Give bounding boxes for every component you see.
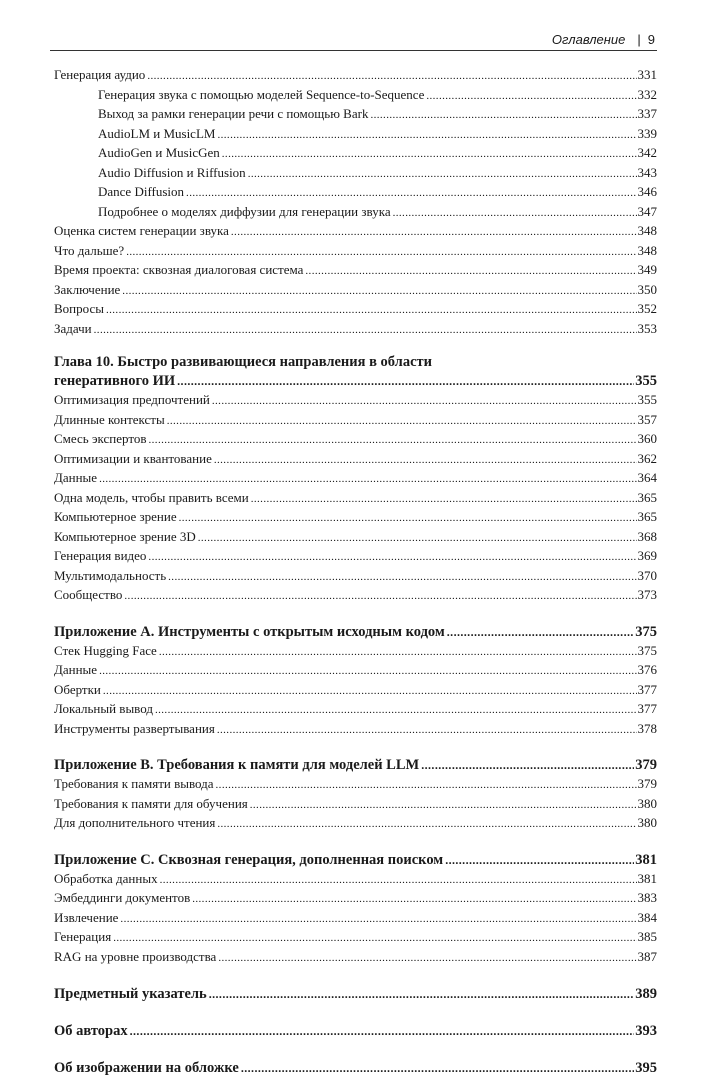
toc-entry-title: Сообщество — [54, 587, 123, 602]
toc-entry[interactable] — [54, 642, 657, 662]
toc-entry-title: Локальный вывод — [54, 701, 153, 716]
cover-entry[interactable] — [54, 1059, 657, 1078]
toc-entry[interactable] — [54, 948, 657, 968]
toc-entry-page: 346 — [637, 184, 657, 199]
toc-entry-title: RAG на уровне производства — [54, 948, 217, 964]
toc-entry-title: Оценка систем генерации звука — [54, 223, 229, 238]
leader-dots — [393, 205, 637, 223]
toc-entry-title: Одна модель, чтобы править всеми — [54, 489, 249, 505]
toc-entry-title: Компьютерное зрение — [54, 509, 177, 524]
toc-entry-page: 387 — [637, 948, 657, 964]
toc-entry-title: Обертки — [54, 681, 101, 697]
toc-entry-title: Мультимодальность — [54, 567, 167, 583]
leader-dots — [370, 107, 636, 125]
index-page: 389 — [635, 986, 657, 1002]
toc-entry-page: 380 — [637, 815, 657, 830]
toc-entry[interactable] — [54, 391, 657, 411]
toc-entry-page: 376 — [637, 662, 657, 677]
leader-dots — [217, 722, 637, 740]
appendix-b-title: Приложение В. Требования к памяти для моделей LLM — [54, 757, 420, 773]
leader-dots — [159, 644, 637, 662]
toc-entry-page: 381 — [637, 870, 657, 886]
toc-entry-page: 370 — [637, 567, 657, 583]
toc-entry-page: 379 — [637, 776, 657, 791]
appendix-a-entry[interactable] — [54, 623, 657, 642]
toc-entry[interactable] — [54, 66, 657, 86]
chapter-10-title-line2: генеративного ИИ — [54, 373, 176, 389]
section-audio-generation — [54, 66, 657, 339]
toc-entry[interactable] — [54, 508, 657, 528]
toc-entry[interactable] — [54, 450, 657, 470]
toc-entry[interactable] — [54, 203, 657, 223]
toc-entry-page: 362 — [637, 450, 657, 466]
toc-entry[interactable] — [54, 547, 657, 567]
toc-entry[interactable] — [54, 775, 657, 795]
toc-entry-page: 380 — [637, 795, 657, 811]
leader-dots — [186, 185, 636, 203]
toc-entry-page: 348 — [637, 223, 657, 238]
toc-entry-title: Данные — [54, 470, 98, 485]
chapter-10-entry[interactable] — [54, 372, 657, 391]
leader-dots — [179, 510, 637, 528]
toc-entry-page: 385 — [637, 929, 657, 944]
appendix-b-entry[interactable] — [54, 756, 657, 775]
toc-entry[interactable] — [54, 700, 657, 720]
header-separator: | — [637, 32, 641, 47]
toc-entry-title: Генерация видео — [54, 548, 147, 563]
toc-entry-page: 332 — [637, 86, 657, 102]
toc-entry[interactable] — [54, 430, 657, 450]
toc-entry-page: 369 — [637, 548, 657, 563]
leader-dots — [251, 491, 637, 509]
toc-entry-page: 377 — [637, 681, 657, 697]
chapter-10-entries — [54, 391, 657, 606]
toc-entry-page: 383 — [637, 890, 657, 905]
authors-page: 393 — [635, 1023, 657, 1039]
leader-dots — [124, 588, 636, 606]
leader-dots — [241, 1059, 634, 1078]
leader-dots — [147, 68, 636, 86]
index-entry[interactable] — [54, 985, 657, 1004]
toc-entry-page: 355 — [637, 392, 657, 407]
toc-entry-title: Время проекта: сквозная диалоговая система — [54, 262, 304, 277]
toc-entry-title: Вопросы — [54, 301, 104, 316]
toc-entry-title: Для дополнительного чтения — [54, 815, 216, 830]
toc-entry[interactable] — [54, 320, 657, 340]
toc-entry-title: Компьютерное зрение 3D — [54, 528, 196, 544]
leader-dots — [149, 432, 637, 450]
toc-entry[interactable] — [54, 567, 657, 587]
page-number: 9 — [647, 32, 655, 47]
toc-entry-title: Стек Hugging Face — [54, 642, 157, 658]
leader-dots — [167, 413, 637, 431]
toc-entry-title: Заключение — [54, 281, 121, 297]
leader-dots — [217, 127, 636, 145]
toc-entry-title: Что дальше? — [54, 242, 125, 258]
toc-entry[interactable] — [54, 300, 657, 320]
toc-entry-title: Задачи — [54, 320, 92, 336]
toc-entry-title: Dance Diffusion — [98, 184, 185, 199]
cover-title: Об изображении на обложке — [54, 1060, 239, 1076]
toc-entry[interactable] — [54, 586, 657, 606]
toc-entry[interactable] — [54, 261, 657, 281]
toc-entry-title: Оптимизации и квантование — [54, 450, 212, 466]
toc-entry-page: 375 — [637, 642, 657, 658]
toc-entry-page: 368 — [637, 528, 657, 544]
authors-entry[interactable] — [54, 1022, 657, 1041]
leader-dots — [248, 166, 637, 184]
leader-dots — [122, 283, 636, 301]
toc-entry-page: 339 — [637, 125, 657, 141]
toc-entry-title: Оптимизация предпочтений — [54, 392, 210, 407]
leader-dots — [120, 911, 636, 929]
toc-entry-page: 348 — [637, 242, 657, 258]
leader-dots — [198, 530, 637, 548]
leader-dots — [250, 797, 637, 815]
toc-entry-page: 373 — [637, 587, 657, 602]
toc-entry[interactable] — [54, 222, 657, 242]
toc-entry-title: Смесь экспертов — [54, 431, 147, 446]
toc-entry-page: 343 — [637, 164, 657, 180]
toc-entry-title: Эмбеддинги документов — [54, 890, 191, 905]
appendix-a-title: Приложение А. Инструменты с открытым исходным кодом — [54, 623, 445, 640]
toc-entry-title: Audio Diffusion и Riffusion — [98, 164, 246, 180]
toc-entry-page: 350 — [637, 281, 657, 297]
toc-entry-page: 347 — [637, 203, 657, 219]
toc-entry-page: 331 — [637, 67, 657, 82]
toc-entry-page: 342 — [637, 145, 657, 160]
appendix-b-entries — [54, 775, 657, 834]
toc-entry[interactable] — [54, 469, 657, 489]
toc-entry-title: Генерация — [54, 929, 112, 944]
toc-entry-title: Извлечение — [54, 909, 119, 925]
leader-dots — [209, 985, 635, 1004]
leader-dots — [214, 452, 637, 470]
appendix-b-page: 379 — [635, 757, 657, 773]
toc-entry-page: 365 — [637, 509, 657, 524]
toc-entry-page: 353 — [637, 320, 657, 336]
toc-entry[interactable] — [54, 528, 657, 548]
leader-dots — [99, 663, 636, 681]
toc-entry-page: 364 — [637, 470, 657, 485]
authors-title: Об авторах — [54, 1023, 128, 1039]
toc-entry[interactable] — [54, 164, 657, 184]
running-head — [552, 32, 655, 47]
running-head-title: Оглавление — [551, 32, 626, 47]
toc-entry-title: Выход за рамки генерации речи с помощью Bark — [98, 106, 369, 121]
toc-entry[interactable] — [54, 909, 657, 929]
leader-dots — [155, 702, 637, 720]
leader-dots — [126, 244, 636, 262]
toc-entry-title: Требования к памяти вывода — [54, 776, 214, 791]
toc-entry[interactable] — [54, 661, 657, 681]
leader-dots — [216, 777, 637, 795]
toc-entry[interactable] — [54, 144, 657, 164]
leader-dots — [106, 302, 637, 320]
toc-entry[interactable] — [54, 86, 657, 106]
leader-dots — [426, 88, 636, 106]
toc-entry[interactable] — [54, 125, 657, 145]
toc-entry-page: 357 — [637, 411, 657, 427]
page-header — [50, 30, 657, 51]
toc-entry-page: 384 — [637, 909, 657, 925]
leader-dots — [130, 1022, 635, 1041]
index-title: Предметный указатель — [54, 986, 207, 1002]
toc-entry[interactable] — [54, 411, 657, 431]
appendix-c-entries — [54, 870, 657, 968]
toc-entry-page: 337 — [637, 106, 657, 121]
chapter-10-title-line1: Глава 10. Быстро развивающиеся направления в области — [54, 354, 432, 370]
toc-entry-title: Обработка данных — [54, 870, 158, 886]
cover-page: 395 — [635, 1060, 657, 1076]
leader-dots — [168, 569, 636, 587]
toc-entry-title: Требования к памяти для обучения — [54, 795, 248, 811]
toc-entry-title: Генерация аудио — [54, 67, 146, 82]
toc-entry-title: Длинные контексты — [54, 411, 165, 427]
toc-entry[interactable] — [54, 928, 657, 948]
toc-entry[interactable] — [54, 242, 657, 262]
toc-entry-title: Генерация звука с помощью моделей Sequence-to-Sequence — [98, 86, 425, 102]
chapter-10-page: 355 — [635, 373, 657, 389]
toc-entry[interactable] — [54, 795, 657, 815]
toc-entry-title: Подробнее о моделях диффузии для генерации звука — [98, 203, 391, 219]
leader-dots — [148, 549, 636, 567]
leader-dots — [447, 623, 634, 642]
toc-entry[interactable] — [54, 105, 657, 125]
leader-dots — [217, 816, 636, 834]
toc-entry[interactable] — [54, 281, 657, 301]
toc-entry-title: Данные — [54, 662, 98, 677]
toc-entry-page: 349 — [637, 262, 657, 277]
toc-entry[interactable] — [54, 870, 657, 890]
toc-entry-page: 365 — [637, 489, 657, 505]
appendix-a-entries — [54, 642, 657, 740]
toc-entry-page: 378 — [637, 720, 657, 736]
appendix-c-title: Приложение С. Сквозная генерация, дополненная поиском — [54, 851, 444, 868]
toc-entry-title: AudioGen и MusicGen — [98, 145, 220, 160]
toc-entry[interactable] — [54, 889, 657, 909]
toc-entry-title: Инструменты развертывания — [54, 720, 215, 736]
leader-dots — [177, 372, 634, 391]
toc-entry-page: 352 — [637, 301, 657, 316]
toc-entry[interactable] — [54, 814, 657, 834]
toc-entry-page: 360 — [637, 431, 657, 446]
leader-dots — [94, 322, 637, 340]
toc-entry[interactable] — [54, 183, 657, 203]
leader-dots — [192, 891, 636, 909]
leader-dots — [212, 393, 637, 411]
appendix-a-page: 375 — [635, 623, 657, 640]
toc-entry[interactable] — [54, 720, 657, 740]
leader-dots — [222, 146, 637, 164]
toc-entry[interactable] — [54, 681, 657, 701]
leader-dots — [99, 471, 636, 489]
leader-dots — [231, 224, 637, 242]
appendix-c-entry[interactable] — [54, 851, 657, 870]
leader-dots — [305, 263, 636, 281]
leader-dots — [113, 930, 636, 948]
toc-entry-title: AudioLM и MusicLM — [98, 125, 216, 141]
leader-dots — [445, 851, 634, 870]
toc-entry[interactable] — [54, 489, 657, 509]
appendix-c-page: 381 — [635, 851, 657, 868]
leader-dots — [160, 872, 637, 890]
leader-dots — [103, 683, 637, 701]
table-of-contents — [54, 66, 657, 1078]
leader-dots — [421, 756, 634, 775]
leader-dots — [218, 950, 636, 968]
toc-entry-page: 377 — [637, 701, 657, 716]
